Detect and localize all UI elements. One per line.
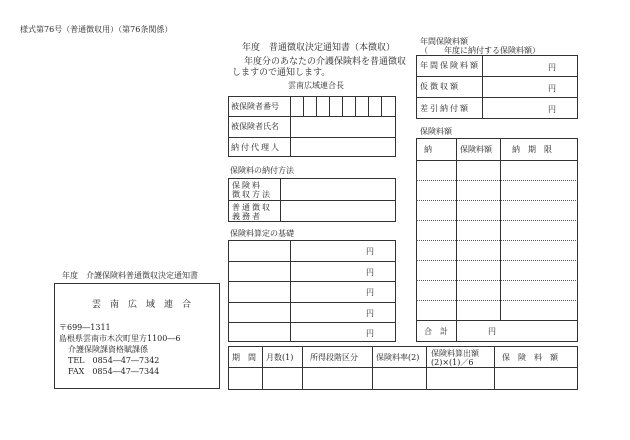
basis-yen-4: 円	[366, 309, 374, 318]
calc-col-period: 期 間	[232, 352, 256, 362]
annual-row-label-2: 仮徴収額	[420, 82, 460, 91]
method-label-1: 保険料	[232, 181, 262, 190]
calc-col-amount: 保 険 料 額	[502, 352, 558, 362]
obligor-label-2: 義務者	[232, 212, 262, 221]
premium-total-label: 合 計	[424, 326, 448, 336]
stub-org: 雲 南 広 域 連 合	[92, 300, 192, 310]
form-code: 様式第76号（普通徴収用）（第76条関係）	[20, 25, 173, 34]
insured-name-label: 被保険者氏名	[231, 122, 279, 131]
calc-col-rate: 保険料率(2)	[376, 352, 420, 362]
basis-yen-3: 円	[366, 288, 374, 297]
main-title: 年度 普通徴収決定通知書（本徴収）	[242, 43, 396, 53]
insured-number-label: 被保険者番号	[231, 101, 279, 111]
premium-col-due: 納 期 限	[512, 144, 552, 154]
method-label-2: 徴収方法	[232, 190, 272, 199]
calc-table-row	[228, 368, 578, 390]
annual-row-unit-3: 円	[548, 105, 556, 114]
stub-tel: TEL 0854―47―7342	[68, 356, 160, 365]
annual-subheading: （ 年度に納付する保険料額）	[420, 46, 540, 55]
annual-row-unit-1: 円	[548, 63, 556, 72]
stub-dept: 介護保険課資格賦課係	[68, 345, 148, 354]
basis-yen-1: 円	[366, 247, 374, 256]
premium-total-unit: 円	[488, 326, 496, 336]
stub-title: 年度 介護保険料普通徴収決定通知書	[62, 271, 198, 280]
obligor-label-1: 普通徴収	[232, 203, 272, 212]
annual-row-label-1: 年間保険料額	[420, 61, 480, 70]
stub-postal: 〒699―1311	[59, 323, 111, 332]
basis-heading: 保険料算定の基礎	[230, 229, 294, 238]
premium-col-pay: 納	[424, 144, 432, 154]
calc-col-formula-1: 保険料算出額	[431, 349, 479, 358]
stub-address: 島根県雲南市木次町里方1100―6	[59, 334, 181, 343]
basis-yen-5: 円	[366, 329, 374, 338]
premium-col-amount: 保険料額	[460, 144, 492, 154]
calc-col-income: 所得段階区分	[310, 352, 358, 362]
premium-heading: 保険料額	[420, 127, 452, 136]
basis-yen-2: 円	[366, 268, 374, 277]
issuer-name: 雲南広域連合長	[288, 81, 344, 90]
calc-col-formula-2: (2)×(1)／6	[431, 358, 474, 367]
annual-row-unit-2: 円	[548, 84, 556, 93]
intro-line-1: 年度分のあなたの介護保険料を普通徴収	[244, 57, 407, 67]
payment-agent-label: 納付代理人	[231, 142, 281, 152]
calc-col-months: 月数(1)	[266, 352, 294, 362]
payment-method-heading: 保険料の納付方法	[230, 166, 294, 175]
annual-row-label-3: 差引納付額	[420, 103, 470, 113]
annual-heading: 年間保険料額	[420, 37, 468, 46]
intro-line-2: しますので通知します。	[232, 68, 331, 78]
stub-fax: FAX 0854―47―7344	[68, 367, 160, 376]
